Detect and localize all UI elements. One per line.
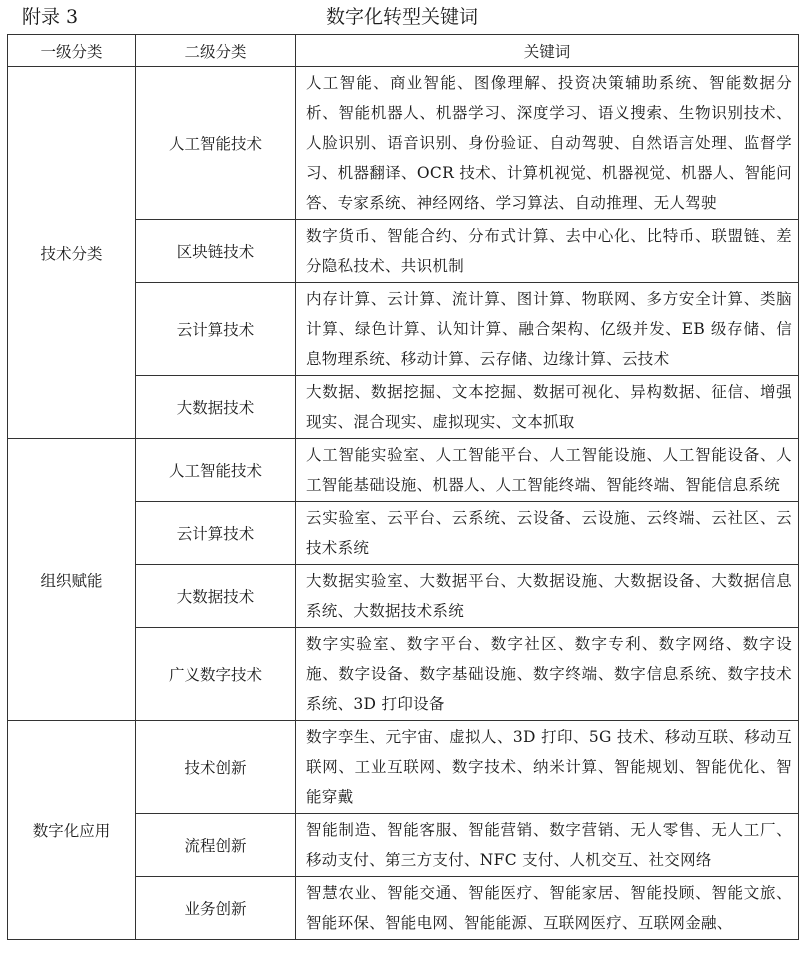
keyword-table-container [7, 34, 798, 940]
subcategory-cell: 流程创新 [136, 814, 296, 877]
table-row [8, 439, 799, 502]
subcategory-cell: 人工智能技术 [136, 67, 296, 220]
subcategory-cell: 云计算技术 [136, 502, 296, 565]
appendix-label: 附录 3 [22, 6, 79, 28]
category-cell: 组织赋能 [8, 439, 136, 721]
subcategory-cell: 区块链技术 [136, 220, 296, 283]
subcategory-cell: 大数据技术 [136, 565, 296, 628]
keywords-cell: 云实验室、云平台、云系统、云设备、云设施、云终端、云社区、云技术系统 [296, 502, 799, 565]
category-cell: 技术分类 [8, 67, 136, 439]
table-header-row [8, 35, 799, 67]
subcategory-cell: 云计算技术 [136, 283, 296, 376]
column-header-level2: 二级分类 [136, 35, 296, 67]
document-title: 数字化转型关键词 [325, 6, 478, 28]
category-cell: 数字化应用 [8, 721, 136, 940]
keywords-cell: 大数据、数据挖掘、文本挖掘、数据可视化、异构数据、征信、增强现实、混合现实、虚拟现实、文本抓取 [296, 376, 799, 439]
subcategory-cell: 人工智能技术 [136, 439, 296, 502]
subcategory-cell: 大数据技术 [136, 376, 296, 439]
keywords-cell: 内存计算、云计算、流计算、图计算、物联网、多方安全计算、类脑计算、绿色计算、认知计算、融合架构、亿级并发、EB 级存储、信息物理系统、移动计算、云存储、边缘计算、云技术 [296, 283, 799, 376]
subcategory-cell: 业务创新 [136, 877, 296, 940]
subcategory-cell: 广义数字技术 [136, 628, 296, 721]
table-row [8, 67, 799, 220]
keywords-cell: 数字货币、智能合约、分布式计算、去中心化、比特币、联盟链、差分隐私技术、共识机制 [296, 220, 799, 283]
keyword-table [7, 34, 799, 940]
column-header-keywords: 关键词 [296, 35, 799, 67]
keywords-cell: 数字孪生、元宇宙、虚拟人、3D 打印、5G 技术、移动互联、移动互联网、工业互联网、数字技术、纳米计算、智能规划、智能优化、智能穿戴 [296, 721, 799, 814]
table-row [8, 721, 799, 814]
keywords-cell: 人工智能、商业智能、图像理解、投资决策辅助系统、智能数据分析、智能机器人、机器学习、深度学习、语义搜索、生物识别技术、人脸识别、语音识别、身份验证、自动驾驶、自然语言处理、监督学习、机器翻译、OCR 技术、计算机视觉、机器视觉、机器人、智能问答、专家系统、神经网络、学习算法、自动推理、无人驾驶 [296, 67, 799, 220]
keywords-cell: 人工智能实验室、人工智能平台、人工智能设施、人工智能设备、人工智能基础设施、机器人、人工智能终端、智能终端、智能信息系统 [296, 439, 799, 502]
keywords-cell: 大数据实验室、大数据平台、大数据设施、大数据设备、大数据信息系统、大数据技术系统 [296, 565, 799, 628]
keywords-cell: 智慧农业、智能交通、智能医疗、智能家居、智能投顾、智能文旅、智能环保、智能电网、智能能源、互联网医疗、互联网金融、 [296, 877, 799, 940]
subcategory-cell: 技术创新 [136, 721, 296, 814]
keywords-cell: 数字实验室、数字平台、数字社区、数字专利、数字网络、数字设施、数字设备、数字基础设施、数字终端、数字信息系统、数字技术系统、3D 打印设备 [296, 628, 799, 721]
keywords-cell: 智能制造、智能客服、智能营销、数字营销、无人零售、无人工厂、移动支付、第三方支付、NFC 支付、人机交互、社交网络 [296, 814, 799, 877]
column-header-level1: 一级分类 [8, 35, 136, 67]
